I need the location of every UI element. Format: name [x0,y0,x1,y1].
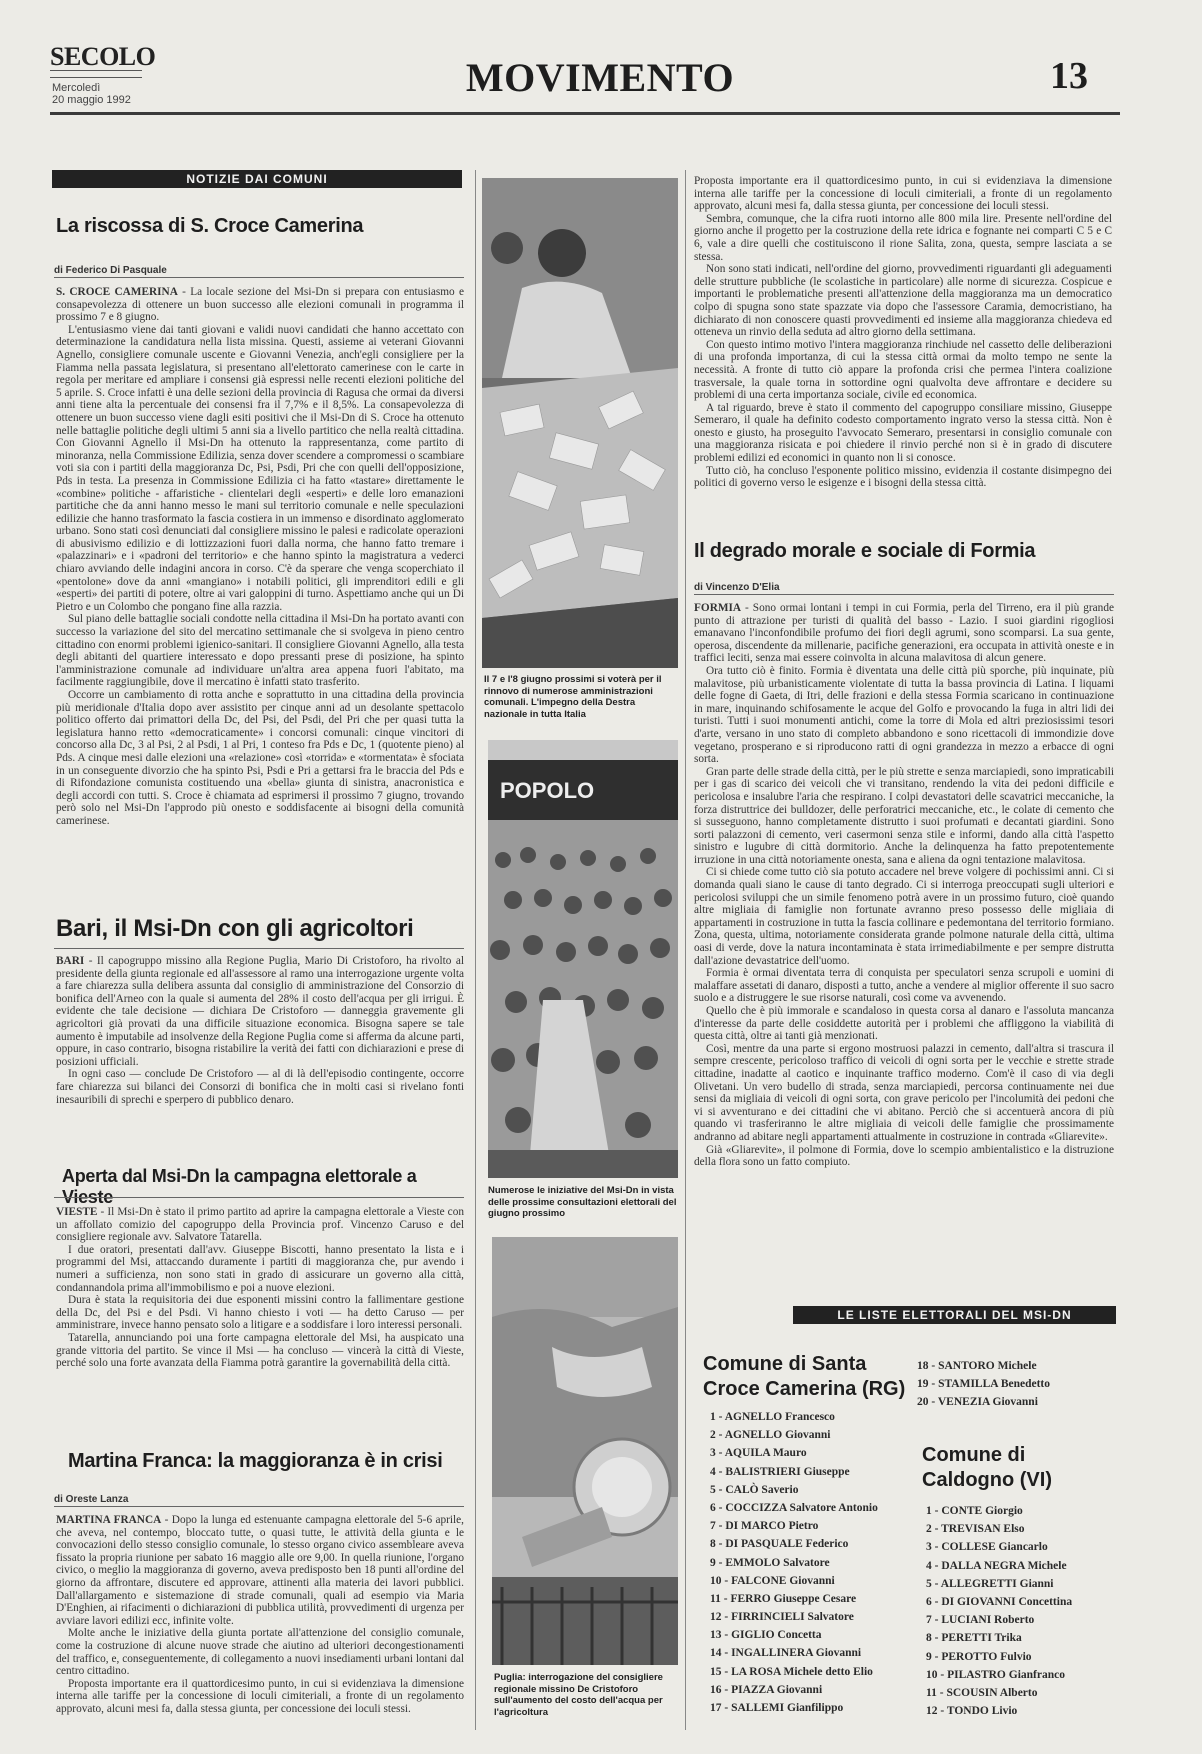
article-byline: di Federico Di Pasquale [54,265,167,276]
article-paragraph: Sembra, comunque, che la cifra ruoti intorno alle 800 mila lire. Presente nell'ordine del giorno anche il progetto per la costruzione della rete idrica e fognante nei comparti C 5 e C 6, vale a dire quelli che costituiscono il rione Salita, zona, questa, sempre lasciata a se stessa. [694,212,1112,263]
candidate-entry: 1 - CONTE Giorgio [926,1505,1023,1517]
candidate-entry: 4 - BALISTRIERI Giuseppe [710,1465,850,1478]
lists-banner: LE LISTE ELETTORALI DEL MSI-DN [793,1306,1116,1324]
article-headline: La riscossa di S. Croce Camerina [56,215,364,237]
article-paragraph: - Il Msi-Dn è stato il primo partito ad aprire la campagna elettorale a Vieste con un affollato comizio del capogruppo della Provincia prof. Vincenzo Caruso e del consigliere regionale avv. Salvatore Tatarella. [56,1206,464,1244]
article-paragraph: Dura è stata la requisitoria dei due esponenti missini contro la fallimentare gestione della Dc, del Psi e del Psdi. Vi hanno chiesto i voti — ha detto Caruso — per amministrare, invece hanno pensato solo a litigare e a soddisfare i loro interessi personali. [56,1294,464,1332]
article-headline: Bari, il Msi-Dn con gli agricoltori [56,915,414,942]
photo-rally-crowd-image [488,740,678,1178]
column-divider [685,170,686,1730]
article-paragraph: A tal riguardo, breve è stato il commento del capogruppo consiliare missino, Giuseppe Semeraro, il quale ha definito codesto comportamento ingrato verso la stessa città. Non è onesto e giusto, ha proseguito l'avvocato Semeraro, presentarsi in consiglio comunale con una maggioranza risicata e poi chiedere il rinvio perché non si è in grado di discutere problemi edilizi ed economici in quanto non li si conosce. [694,401,1112,465]
article-dateline: S. CROCE CAMERINA [56,286,178,298]
candidate-entry: 5 - CALÒ Saverio [710,1483,799,1496]
candidate-entry: 1 - AGNELLO Francesco [710,1411,835,1423]
article-dateline: BARI [56,955,85,967]
candidate-entry: 13 - GIGLIO Concetta [710,1629,822,1642]
article-paragraph: Tatarella, annunciando poi una forte campagna elettorale del Msi, ha auspicato una grande vittoria del partito. Se vince il Msi — ha concluso — vincerà la città di Vieste, perché solo una forte avanzata della Fiamma potrà garantire la governabilità della città. [56,1331,464,1370]
article-paragraph: Così, mentre da una parte si ergono mostruosi palazzi in cemento, dall'altra si trascura il sempre crescente, pericoloso traffico di veicoli di ogni sorta per le vecchie e strette strade cittadine, inadatte al caotico e inquinante traffico moderno. Com'è il caso di via degli Olivetani. Un vero budello di strada, senza marciapiedi, percorsa continuamente nei due sensi da migliaia di veicoli di ogni sorta, con grave pericolo per l'incolumità dei pedoni che vi si avventurano e dei cittadini che vi abitano. Perciò che si accentuerà ancora di più quando vi trasferiranno le altre migliaia di veicoli delle famiglie che prossimamente andranno ad abitare negli appartamenti attualmente in costruzione in contrada «Gliarevite». [694,1042,1114,1143]
page-number: 13 [1050,55,1088,97]
candidate-entry: 5 - ALLEGRETTI Gianni [926,1577,1054,1590]
article-paragraph: Occorre un cambiamento di rotta anche e soprattutto in una cittadina della provincia più meridionale d'Italia dopo aver assistito per cinque anni ad un desolante spettacolo politico offerto dai primattori della Dc, del Psi, del Psdi, del Pri che per quasi tutta la legislatura hanno retto «democraticamente» i concorsi comunali: cinque vincitori di concorso alla Dc, 3 al Psi, 2 al Psdi, 1 al Pri, 1 conteso fra Pds e Dc, 1 (quotente pieno) al Pds. A cinque mesi dalle elezioni una «relazione» così «torrida» e «tormentata» è sfociata in un conseguente divorzio che ha spinto Psi, Psdi e Pri a gettarsi fra le braccia del Pds e di Rifondazione comunista costituendo una «bella» giunta di sinistra, anacronistica e degli accordi con tutti. S. Croce è chiamata ad esprimersi il prossimo 7 giugno, trovando però solo nel Msi-Dn l'approdo più onesto e soddisfacente ai bisogni della comunità camerinese. [56,689,464,827]
candidate-entry: 3 - COLLESE Giancarlo [926,1541,1048,1554]
photo-rally-crowd [488,740,678,1178]
article-paragraph: - La locale sezione del Msi-Dn si prepara con entusiasmo e consapevolezza di ottenere un buon successo alle elezioni comunali in programma il prossimo 7 e 8 giugno. [56,286,464,324]
article-body [56,955,464,1137]
candidate-entry: 14 - INGALLINERA Giovanni [710,1647,862,1660]
candidate-entry: 4 - DALLA NEGRA Michele [926,1559,1067,1572]
article-byline: di Vincenzo D'Elia [694,582,780,593]
article-paragraph: Ci si chiede come tutto ciò sia potuto accadere nel breve volgere di pochissimi anni. Ci si domanda quali siano le cause di tanto degrado. Ci si interroga preoccupati sugli ulteriori e pericolosi sviluppi che un simile fenomeno potrà avere in un prossimo futuro, cioè quando altre migliaia di famiglie non fortunate avranno preso possesso delle migliaia di appartamenti in costruzione in tutta la fascia collinare e pedemontana del territorio formiano. Zona, questa, ultima, notoriamente considerata grande polmone naturale della città, ultima oasi di verde, dove la natura incontaminata è stata irrimediabilmente e per sempre distrutta dall'azione devastatrice dell'uomo. [694,866,1114,967]
candidate-entry: 11 - SCOUSIN Alberto [926,1686,1038,1699]
article-paragraph: Gran parte delle strade della città, per le più strette e senza marciapiedi, sono impraticabili per i gas di scarico dei veicoli che vi transitano, rendendo la vita dei pedoni difficile e pericolosa e insalubre l'aria che respirano. I colpi devastatori delle scavatrici meccaniche, la forza distruttrice dei bulldozer, delle perforatrici meccaniche, etc., le colate di cemento che si susseguono, hanno completamente distrutto i suoi profumati e decantati giardini. Sono sorti palazzoni di cemento, veri casermoni senza stile e informi, dando alla città l'aspetto sinistro e lugubre di città dormitorio. Anche la delinquenza ha fatto prepotentemente irruzione in una città notoriamente onesta, sana e aliena da ogni tentazione malavitosa. [694,765,1114,866]
candidate-entry: 12 - TONDO Livio [926,1705,1018,1718]
article-body [56,286,464,911]
photo-caption: Numerose le iniziative del Msi-Dn in vista delle prossime consultazioni elettorali del giugno prossimo [488,1185,677,1219]
article-body-continued [694,175,1112,510]
issue-day: Mercoledì [52,82,101,94]
candidate-entry: 7 - LUCIANI Roberto [926,1614,1035,1627]
candidate-entry: 2 - AGNELLO Giovanni [710,1429,831,1442]
candidate-entry: 17 - SALLEMI Gianfilippo [710,1702,844,1714]
article-paragraph: Ora tutto ciò è finito. Formia è diventata una delle città più sporche, più inquinate, più malavitose, più urbanisticamente violentate di tutta la bassa provincia di Latina. I liquami delle fogne di Gaeta, di Itri, delle frazioni e della stessa Formia scaricano in continuazione in mare, inquinando schifosamente le acque del Golfo e provocando la fuga in altri lidi dei turisti. Tutti i suoi monumenti antichi, come la torre di Mola ed altri preziosissimi tesori d'arte, versano in uno stato di completo abbandono e sono ricettacoli di immondizie dove vegetano, prosperano e si riproducono ratti di ogni grandezza in mezzo a erbacce di ogni sorta. [694,664,1114,766]
article-headline: Il degrado morale e sociale di Formia [694,540,1036,562]
section-banner: NOTIZIE DAI COMUNI [52,170,462,188]
byline-rule [54,1197,464,1198]
candidate-entry: 8 - DI PASQUALE Federico [710,1538,849,1551]
photo-ballot-counting-image [482,178,678,668]
candidate-entry: 6 - COCCIZZA Salvatore Antonio [710,1501,878,1514]
article-dateline: MARTINA FRANCA [56,1514,162,1526]
article-paragraph: I due oratori, presentati dall'avv. Giuseppe Biscotti, hanno presentato la lista e i programmi del Msi, attaccando duramente i partiti di maggioranza che, pur avendo i numeri a sufficienza, non sono stati in grado di assicurare un governo alla città, condannandola prima all'immobilismo e poi a nuove elezioni. [56,1243,464,1294]
candidate-entry: 2 - TREVISAN Elso [926,1523,1025,1536]
candidate-entry: 9 - EMMOLO Salvatore [710,1556,830,1569]
list-title-caldogno: Comune di Caldogno (VI) [922,1444,1052,1491]
issue-date: 20 maggio 1992 [52,94,131,106]
article-paragraph: Con questo intimo motivo l'intera maggioranza rinchiude nel cassetto delle deliberazioni di una profonda importanza, di cui la stessa città ormai da molto tempo ne sente la necessità. A fronte di tutto ciò appare la profonda crisi che permea l'intera coalizione trasversale, la quale torna in sottordine ogni qualvolta deve affrontare e decidere su problemi di una certa importanza sociale, civile ed economica. [694,338,1112,402]
candidate-entry: 15 - LA ROSA Michele detto Elio [710,1665,873,1678]
candidate-entry: 18 - SANTORO Michele [917,1360,1037,1372]
candidate-list-caldogno [926,1502,1116,1720]
candidate-entry: 16 - PIAZZA Giovanni [710,1683,823,1696]
article-paragraph: Non sono stati indicati, nell'ordine del giorno, provvedimenti riguardanti gli adeguamenti delle strutture pubbliche (le scolastiche in particolare) alle norme di sicurezza. Cospicue e importanti le problematiche presenti all'attenzione della maggioranza ma un democratico colpo di spugna sono state spazzate via dopo che l'assessore Caramia, democristiano, ha dichiarato di non conoscere quasti provvedimenti ed insieme alla maggioranza chiedeva ed otteneva un rinvio della seduta ad altro giorno della settimana. [694,263,1112,339]
candidate-entry: 7 - DI MARCO Pietro [710,1520,819,1533]
photo-water-pipe-image [492,1237,678,1665]
newspaper-logo: SECOLO [50,42,156,71]
candidate-entry: 8 - PERETTI Trika [926,1632,1022,1645]
article-paragraph: Già «Gliarevite», il polmone di Formia, dove lo scempio ambientalistico e la distruzione della flora sono un fatto compiuto. [694,1143,1114,1169]
article-byline: di Oreste Lanza [54,1494,129,1505]
logo-underline [50,70,142,78]
candidate-entry: 12 - FIRRINCIELI Salvatore [710,1611,854,1624]
section-title: MOVIMENTO [465,55,735,100]
candidate-entry: 10 - FALCONE Giovanni [710,1574,835,1587]
photo-caption: Il 7 e l'8 giugno prossimi si voterà per il rinnovo di numerose amministrazioni comunali. L'impegno della Destra nazionale in tutta Italia [484,674,662,720]
photo-water-pipe [492,1237,678,1665]
article-dateline: VIESTE [56,1206,98,1218]
candidate-entry: 9 - PEROTTO Fulvio [926,1650,1032,1663]
article-paragraph: In ogni caso — conclude De Cristoforo — al di là dell'episodio contingente, occorre fare chiarezza sui bilanci dei Consorzi di bonifica che in molti casi si rivelano fonti inesauribili di sprechi e sperpero di pubblico denaro. [56,1068,464,1106]
candidate-entry: 6 - DI GIOVANNI Concettina [926,1595,1073,1608]
article-paragraph: - Il capogruppo missino alla Regione Puglia, Mario Di Cristoforo, ha rivolto al presidente della giunta regionale ed all'assessore al ramo una interrogazione urgente volta a fare chiarezza sulla delibera assunta dal consiglio di amministrazione del Consorzio di bonifica dell'Arneo con la quale si aumenta del 28% il costo dell'acqua per gli irrigui. È evidente che tale decisione — dichiara De Cristoforo — danneggia gravemente gli agricoltori già provati da una difficile situazione economica. Bisogna sapere se tale aumento è imputabile ad insolvenze della Regione Puglia come si afferma da alcune parti, oppure, in caso contrario, bisogna ristabilire la verità dei fatti con dichiarazioni e prese di posizioni ufficiali. [56,955,464,1068]
article-paragraph: Quello che è più immorale e scandaloso in questa corsa al danaro e l'assoluta mancanza d'interesse da parte delle cosiddette autorità per i problemi che affliggono la viabilità di questa città, oltre ai tanti già menzionati. [694,1005,1114,1043]
candidate-list-santa-croce-cont [917,1357,1117,1412]
article-dateline: FORMIA [694,602,742,614]
byline-rule [694,594,1114,595]
article-paragraph: Sul piano delle battaglie sociali condotte nella cittadina il Msi-Dn ha portato avanti con successo la variazione del sito del mercatino settimanale che si svolgeva in pieno centro cittadino con enormi problemi igienico-sanitari. Il consigliere Giovanni Agnello, alla testa degli abitanti del quartiere interessato e dopo pressanti prese di posizione, ha spinto l'amministrazione comunale ad individuare un'altra area appena fuori l'abitato, ma facilmente raggiungibile, dove il mercatino è infatti stato trasferito. [56,613,464,689]
article-body [694,602,1114,1277]
byline-rule [54,277,464,278]
article-paragraph: Tutto ciò, ha concluso l'esponente politico missino, evidenzia il costante disimpegno dei politici di governo verso le esigenze e i bisogni della stessa città. [694,464,1112,490]
article-paragraph: - Dopo la lunga ed estenuante campagna elettorale del 5-6 aprile, che aveva, nel contempo, bloccato tutte, o quasi tutte, le attività della giunta e le convocazioni dello stesso consiglio comunale, lo stesso organo civico assembleare aveva fissato la propria riunione per sabato 16 maggio alle ore 9,00. In quella riunione, l'organo civico, o meglio la maggioranza di governo, aveva predisposto ben 18 punti all'ordine del giorno da affrontare, discutere ed approvare, attinenti alla materia dei lavori pubblici. Dall'allargamento e sistemazione di strade comunali, quali ad esempio via Maria D'Enghien, ai rifacimenti o dichiarazioni di pubblica utilità, provvedimenti di urgenza per avviare lavori edilizi ecc, infinite volte. [56,1514,464,1627]
article-paragraph: - Sono ormai lontani i tempi in cui Formia, perla del Tirreno, era il più grande punto di attrazione per turisti di qualità del basso - Lazio. I suoi giardini rigogliosi emanavano l'inconfondibile profumo dei fiori degli agrumi, sono scomparsi. La sua gente, operosa, discendente da millenarie, pacifiche generazioni, era occupata in attività oneste e in traffici leciti, senza mai essere coinvolta in alcuna malavitosa di alcun genere. [694,602,1114,665]
list-title-santa-croce: Comune di Santa Croce Camerina (RG) [703,1353,906,1400]
article-headline: Martina Franca: la maggioranza è in crisi [68,1450,443,1472]
byline-rule [54,948,464,949]
column-divider [475,170,476,1730]
article-headline: Aperta dal Msi-Dn la campagna elettorale a Vieste [62,1166,417,1207]
candidate-entry: 20 - VENEZIA Giovanni [917,1396,1038,1409]
header-rule [50,112,1120,115]
candidate-entry: 19 - STAMILLA Benedetto [917,1378,1050,1391]
article-paragraph: Formia è ormai diventata terra di conquista per speculatori senza scrupoli e uomini di malaffare assetati di danaro, disposti a tutto, anche a vendere al miglior offerente il suo sacro suolo e a distruggere le sue risorse naturali, così come va avvenendo. [694,967,1114,1005]
photo-ballot-counting [482,178,678,668]
candidate-entry: 11 - FERRO Giuseppe Cesare [710,1592,857,1605]
article-paragraph: Proposta importante era il quattordicesimo punto, in cui si evidenziava la dimensione interna alle tariffe per la concessione di loculi cimiteriali, a fronte di un regolamento approvato, alcuni mesi fa, dalla stessa giunta, per concessione dei loculi stessi. [694,175,1112,213]
candidate-entry: 10 - PILASTRO Gianfranco [926,1668,1065,1681]
byline-rule [54,1506,464,1507]
article-body [56,1514,464,1742]
article-paragraph: L'entusiasmo viene dai tanti giovani e validi nuovi candidati che hanno accettato con determinazione la candidatura nella lista missina. Questi, assieme ai veterani Giovanni Agnello, consigliere comunale uscente e Giovanni Venezia, anch'egli consigliere per la Fiamma nella passata legislatura, si presentano all'elettorato camerinese con le carte in regola per meritare ed ampliare i consensi già espressi nelle recenti elezioni politiche del 5 aprile. S. Croce infatti è una delle sezioni della provincia di Ragusa che ormai da diversi anni tiene alta la percentuale dei consensi fra il 7,7% e il 8,5%. La consapevolezza di ottenere un buon successo viene dagli esiti positivi che il Msi-Dn di S. Croce ha ottenuto nelle battaglie politiche degli ultimi 5 anni sia a livello partitico che nella realtà cittadina. Con Giovanni Agnello il Msi-Dn ha ottenuto la rappresentanza, come partito di minoranza, nella Commissione Edilizia, senza dover scendere a compromessi o scambiare voti sia con i partiti della maggioranza Dc, Psi, Psdi, Pri che con quelli dell'opposizione, Pds in testa. La presenza in Commissione Edilizia ci ha fatto «tastare» direttamente le «combine» politiche - affaristiche - clientelari degli «esperti» e delle loro emanazioni partitiche che da anni hanno messo le mani sul territorio comunale e nelle speculazioni edilizie che hanno trasformato la fascia costiera in un immenso e disordinato agglomerato urbano. Sono stati così denunciati dal consigliere missino le palesi e radicolate operazioni di abusivismo edilizio e di lottizzazioni fuori dalla norma, che hanno fatto tremare i «palazzinari» e i «padroni del territorio» e che hanno spinto la magistratura a vederci chiaro avviando delle indagini ancora in corso. C'è da sperare che venga scoperchiato il «pentolone» dove da anni «mangiano» i notabili politici, gli imprenditori edili e gli «esperti» dei partiti di potere, oltre ai vari galoppini di turno. Aspettiamo anche qui un Di Pietro e un Colombo che pongano fine alla razzia. [56,323,464,613]
article-paragraph: Molte anche le iniziative della giunta portate all'attenzione del consiglio comunale, come la costruzione di alcune nuove strade che aiutino ad ulteriori decongestionamenti del traffico, e, conseguentemente, di collegamento a nuovi insediamenti urbani lontani dal centro cittadino. [56,1627,464,1678]
candidate-entry: 3 - AQUILA Mauro [710,1447,807,1460]
candidate-list-santa-croce [710,1408,925,1717]
article-paragraph: Proposta importante era il quattordicesimo punto, in cui si evidenziava la dimensione interna alle tariffe per la concessione di loculi cimiteriali, a fronte di un regolamento approvato, alcuni mesi fa, dalla stessa giunta, per concessione dei loculi stessi. [56,1677,464,1715]
photo-banner-text: POPOLO [500,778,595,803]
photo-caption: Puglia: interrogazione del consigliere regionale missino De Cristoforo sull'aumento del costo dell'acqua per l'agricoltura [494,1672,663,1718]
article-body [56,1206,464,1416]
